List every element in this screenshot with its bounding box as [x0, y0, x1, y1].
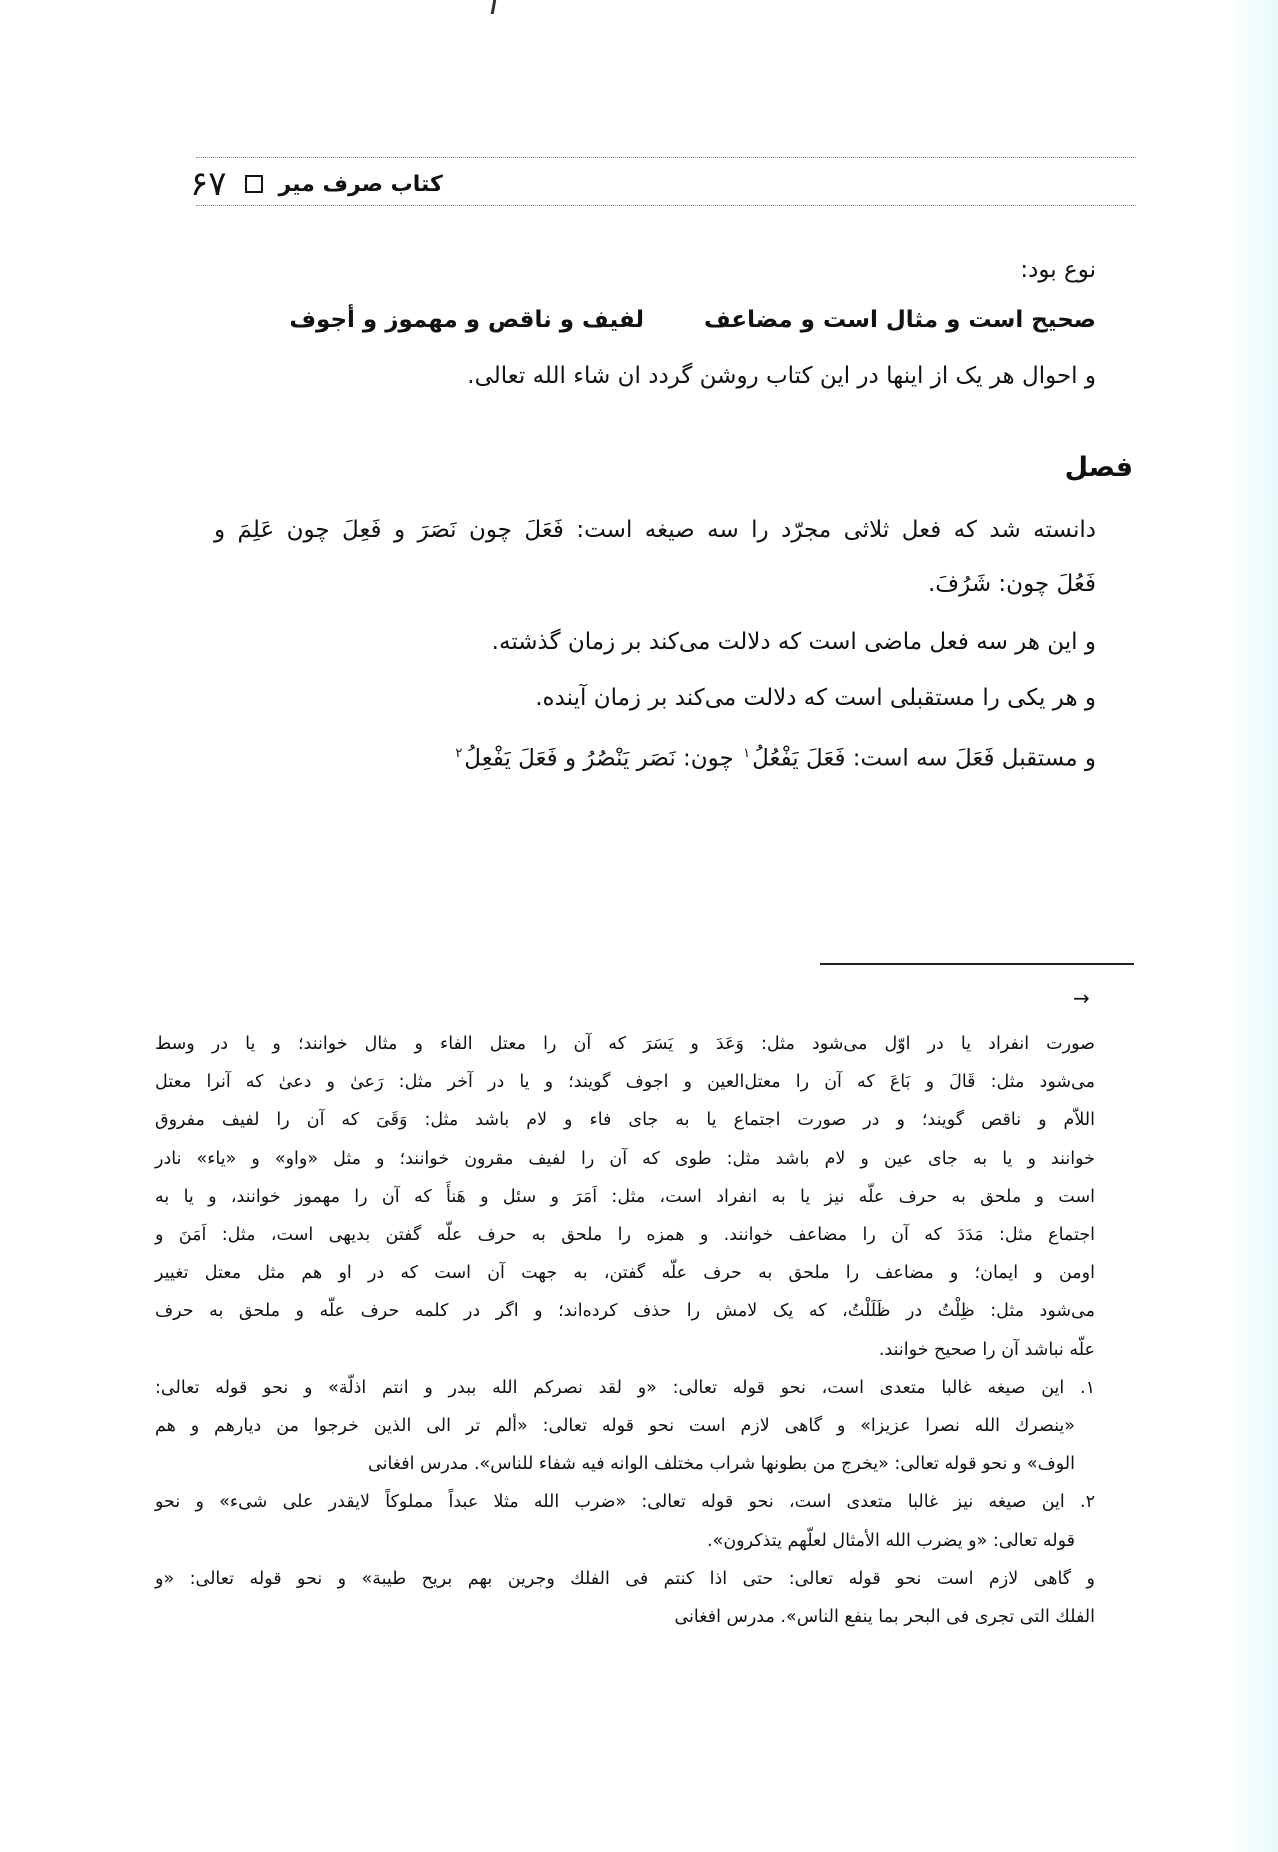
- scan-edge-tint: [1230, 0, 1278, 1852]
- footnote-2-line: ۲. این صیغه نیز غالبا متعدی است، نحو قوله تعالی: «ضرب الله مثلا عبداً مملوکاً لایقدر علی شیء» و نحو: [155, 1492, 1095, 1513]
- states-line: و احوال هر یک از اینها در این کتاب روشن گردد ان شاء الله تعالی.: [467, 363, 1096, 389]
- intro-line: نوع بود:: [1020, 257, 1096, 283]
- footnote-continued-line: می‌شود مثل: ظِلْتُ در ظَلَلْتُ، که یک لامش را حذف کرده‌اند؛ و اگر در کلمه حرف علّه و ملحق به حرف: [155, 1301, 1095, 1322]
- para4-part1: و مستقبل فَعَلَ سه است: فَعَلَ یَفْعُلُ: [752, 745, 1096, 772]
- footnote-continued-line: صورت انفراد یا در اوّل می‌شود مثل: وَعَدَ و یَسَرَ که آن را معتل الفاء و مثال خوانند؛ و یا در وسط: [155, 1034, 1095, 1054]
- running-title: کتاب صرف میر: [278, 171, 443, 197]
- footnote-separator: [820, 963, 1134, 965]
- scan-mark: [491, 0, 496, 14]
- para4-part2: چون: نَصَر یَنْصُرُ و فَعَلَ یَفْعِلُ: [464, 745, 734, 772]
- footnote-ref-2[interactable]: ۲: [455, 746, 463, 761]
- footnote-2-last-line: قوله تعالی: «و یضرب الله الأمثال لعلّهم یتذکرون».: [707, 1530, 1075, 1551]
- footnote-continued-last-line: علّه نباشد آن را صحیح خوانند.: [878, 1339, 1095, 1360]
- footnote-1-last-line: الوف» و نحو قوله تعالی: «یخرج من بطونها شراب مختلف الوانه فیه شفاء للناس». مدرس افغانی: [368, 1454, 1075, 1475]
- footnote-continued-line: خوانند و یا به جای عین و لام باشد مثل: طوی که آن را لفیف مقرون خوانند؛ و مثل «واو» و «یاء» نادر: [155, 1148, 1095, 1169]
- para3: و هر یکی را مستقبلی است که دلالت می‌کند بر زمان آینده.: [535, 685, 1096, 711]
- footnote-3-last-line: الفلك التی تجری فی البحر بما ینفع الناس». مدرس افغانی: [674, 1607, 1095, 1627]
- types-line-part-a: صحیح است و مثال است و مضاعف: [704, 307, 1096, 333]
- page-number: ۶۷: [190, 164, 227, 204]
- footnote-1-line: «ینصرك الله نصرا عزیزا» و گاهی لازم است نحو قوله تعالی: «ألم تر الی الذین خرجوا من دیارهم و هم: [155, 1416, 1075, 1436]
- para1-line1: دانسته شد که فعل ثلاثی مجرّد را سه صیغه است: فَعَلَ چون نَصَرَ و فَعِلَ چون عَلِمَ و: [214, 517, 1096, 543]
- para2: و این هر سه فعل ماضی است که دلالت می‌کند بر زمان گذشته.: [491, 629, 1096, 655]
- footnote-continued-line: اللاّم و ناقص گویند؛ و در صورت اجتماع یا به جای فاء و لام باشد مثل: وَقَیَ که آن را لفیف مفروق: [155, 1110, 1095, 1131]
- header-top-rule: [196, 157, 1136, 158]
- running-header: [190, 164, 443, 204]
- section-heading: فصل: [1064, 452, 1133, 483]
- footnote-3-line: و گاهی لازم است نحو قوله تعالی: حتی اذا کنتم فی الفلك وجرین بهم بریح طیبة» و نحو قوله تعالی: «و: [155, 1568, 1095, 1589]
- square-ornament-icon: [245, 175, 263, 193]
- footnote-continued-line: اجتماع مثل: مَدَدَ که آن را مضاعف خوانند. و همزه را ملحق به حرف علّه گفتن بدیهی است، مثل: اَمَنَ و: [155, 1225, 1095, 1245]
- para4: [453, 732, 1096, 781]
- footnote-continued-line: اومن و ایمان؛ و مضاعف را ملحق به حرف علّه گفتن، به جهت آن است که در او هم مثل معتل تغییر: [155, 1263, 1095, 1284]
- types-line-part-b: لفیف و ناقص و مهموز و أجوف: [289, 307, 645, 333]
- footnote-continued-line: می‌شود مثل: قَالَ و بَاعَ که آن را معتل‌العین و اجوف گویند؛ و یا در آخر مثل: رَعیٰ و دعیٰ که آنرا معتل: [155, 1072, 1095, 1093]
- continuation-arrow-icon: →: [1073, 986, 1090, 1010]
- footnote-ref-1[interactable]: ۱: [743, 746, 751, 761]
- types-line: [232, 298, 1096, 342]
- para1-line2: فَعُلَ چون: شَرُفَ.: [928, 571, 1096, 597]
- footnote-1-line: ۱. این صیغه غالبا متعدی است، نحو قوله تعالی: «و لقد نصرکم الله ببدر و انتم اذلّة» و نحو قوله تعالی:: [155, 1377, 1095, 1398]
- header-bottom-rule: [196, 205, 1136, 206]
- footnote-continued-line: است و ملحق به حرف علّه نیز یا به انفراد است، مثل: اَمَرَ و سئل و هَنأَ که آن را مهموز خوانند، و یا به: [155, 1186, 1095, 1207]
